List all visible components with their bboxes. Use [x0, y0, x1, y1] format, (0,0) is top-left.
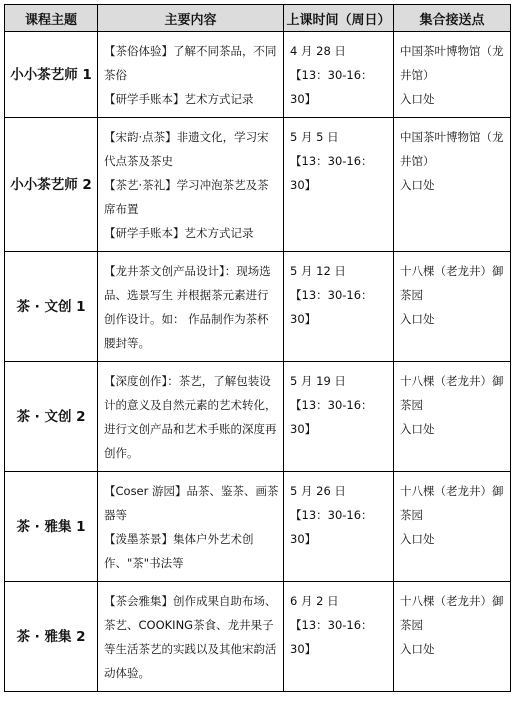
location-spot: 入口处	[400, 92, 435, 106]
course-time	[284, 582, 394, 692]
content-line: 【茶俗体验】了解不同茶品，不同茶俗	[104, 44, 277, 82]
meeting-location	[394, 472, 511, 582]
date-text: 4 月 28 日	[290, 44, 346, 58]
course-time	[284, 118, 394, 252]
time-range-text: 【13：30-16：30】	[290, 154, 373, 192]
location-spot: 入口处	[400, 422, 435, 436]
table-row	[5, 582, 511, 692]
table-row	[5, 118, 511, 252]
course-theme: 茶 · 文创 1	[5, 252, 98, 362]
content-line: 【泼墨茶景】集体户外艺术创作、"茶"书法等	[104, 532, 254, 570]
meeting-location	[394, 118, 511, 252]
location-spot: 入口处	[400, 178, 435, 192]
course-schedule-table	[4, 4, 511, 692]
date-text: 5 月 12 日	[290, 264, 346, 278]
time-range-text: 【13：30-16：30】	[290, 68, 373, 106]
content-line: 【龙井茶文创产品设计】：现场选品、选景写生 并根据茶元素进行创作设计。如： 作品制作为茶杯腰封等。	[104, 264, 271, 350]
course-time	[284, 472, 394, 582]
table-header-row	[5, 5, 511, 32]
location-name: 十八棵（老龙井）御茶园	[400, 264, 504, 302]
course-content	[98, 582, 284, 692]
meeting-location	[394, 252, 511, 362]
location-name: 十八棵（老龙井）御茶园	[400, 484, 504, 522]
course-content	[98, 472, 284, 582]
course-time	[284, 362, 394, 472]
course-content	[98, 118, 284, 252]
course-time	[284, 252, 394, 362]
content-line: 【茶会雅集】创作成果自助布场、茶艺、COOKING茶食、龙井果子等生活茶艺的实践以及其他宋韵活动体验。	[104, 594, 277, 680]
location-name: 十八棵（老龙井）御茶园	[400, 594, 504, 632]
meeting-location	[394, 32, 511, 118]
content-line: 【茶艺·茶礼】学习冲泡茶艺及茶席布置	[104, 178, 269, 216]
time-range-text: 【13：30-16：30】	[290, 618, 373, 656]
course-theme: 茶 · 雅集 2	[5, 582, 98, 692]
date-text: 5 月 19 日	[290, 374, 346, 388]
course-content	[98, 362, 284, 472]
header-theme: 课程主题	[5, 5, 98, 32]
date-text: 5 月 5 日	[290, 130, 339, 144]
meeting-location	[394, 362, 511, 472]
header-content: 主要内容	[98, 5, 284, 32]
course-time	[284, 32, 394, 118]
location-name: 十八棵（老龙井）御茶园	[400, 374, 504, 412]
date-text: 6 月 2 日	[290, 594, 339, 608]
header-location: 集合接送点	[394, 5, 511, 32]
table-row	[5, 32, 511, 118]
time-range-text: 【13：30-16：30】	[290, 398, 373, 436]
time-range-text: 【13：30-16：30】	[290, 288, 373, 326]
header-time: 上课时间（周日）	[284, 5, 394, 32]
table-row	[5, 472, 511, 582]
content-line: 【研学手账本】艺术方式记录	[104, 92, 254, 106]
course-theme: 小小茶艺师 2	[5, 118, 98, 252]
course-theme: 茶 · 文创 2	[5, 362, 98, 472]
time-range-text: 【13：30-16：30】	[290, 508, 373, 546]
location-spot: 入口处	[400, 532, 435, 546]
content-line: 【宋韵·点茶】非遗文化，学习宋代点茶及茶史	[104, 130, 269, 168]
location-spot: 入口处	[400, 642, 435, 656]
table-row	[5, 362, 511, 472]
course-theme: 小小茶艺师 1	[5, 32, 98, 118]
course-theme: 茶 · 雅集 1	[5, 472, 98, 582]
content-line: 【研学手账本】艺术方式记录	[104, 226, 254, 240]
course-content	[98, 32, 284, 118]
meeting-location	[394, 582, 511, 692]
date-text: 5 月 26 日	[290, 484, 346, 498]
content-line: 【Coser 游园】品茶、鉴茶、画茶器等	[104, 484, 279, 522]
table-row	[5, 252, 511, 362]
location-name: 中国茶叶博物馆（龙井馆）	[400, 44, 504, 82]
course-content	[98, 252, 284, 362]
location-spot: 入口处	[400, 312, 435, 326]
location-name: 中国茶叶博物馆（龙井馆）	[400, 130, 504, 168]
content-line: 【深度创作】：茶艺，了解包装设计的意义及自然元素的艺术转化，进行文创产品和艺术手账的深度再创作。	[104, 374, 277, 460]
